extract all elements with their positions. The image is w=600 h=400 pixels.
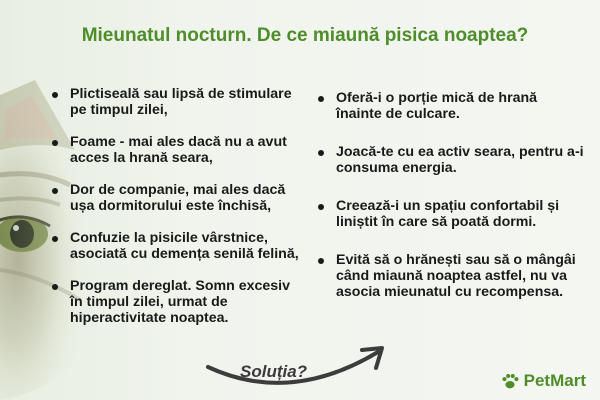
list-item: Dor de companie, mai ales dacă ușa dormitorului este închisă, bbox=[52, 182, 300, 214]
list-item: Creează-i un spațiu confortabil și liniștit în care să poată dormi. bbox=[318, 198, 586, 230]
list-item: Foame - mai ales dacă nu a avut acces la hrană seara, bbox=[52, 134, 300, 166]
causes-list bbox=[52, 86, 300, 342]
solution-label: Soluția? bbox=[240, 362, 308, 381]
list-item: Plictiseală sau lipsă de stimulare pe timpul zilei, bbox=[52, 86, 300, 118]
paw-icon bbox=[499, 370, 521, 392]
list-item: Program dereglat. Somn excesiv în timpul zilei, urmat de hiperactivitate noaptea. bbox=[52, 278, 300, 326]
list-item: Evită să o hrănești sau să o mângâi când miaună noaptea astfel, nu va asocia mieunatul cu recompensa. bbox=[318, 252, 586, 300]
brand-name: PetMart bbox=[523, 371, 586, 390]
list-item: Joacă-te cu ea activ seara, pentru a-i consuma energia. bbox=[318, 144, 586, 176]
list-item: Confuzie la pisicile vârstnice, asociată cu demența senilă felină, bbox=[52, 230, 300, 262]
solutions-list bbox=[318, 90, 586, 322]
brand-logo bbox=[499, 370, 586, 392]
list-item: Oferă-i o porție mică de hrană înainte de culcare. bbox=[318, 90, 586, 122]
page-title: Mieunatul nocturn. De ce miaună pisica noaptea? bbox=[81, 25, 529, 46]
